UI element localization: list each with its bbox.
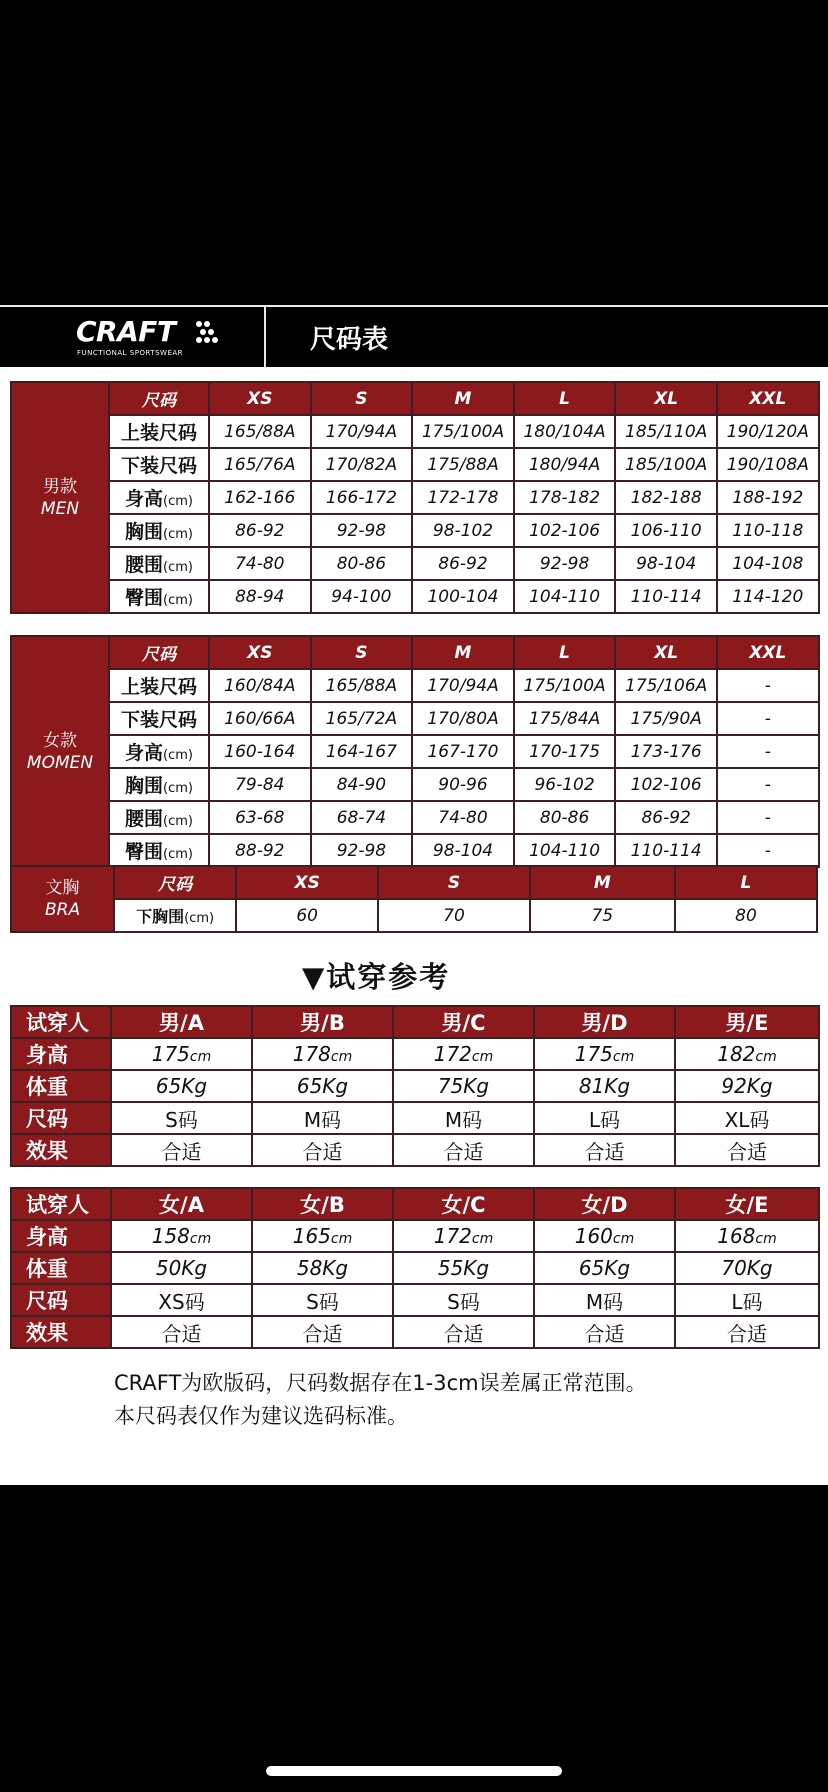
- size-header: M: [412, 382, 514, 415]
- bra-cell: 80: [675, 899, 817, 932]
- table-cell: 63-68: [209, 801, 311, 834]
- table-cell: 170/82A: [311, 448, 413, 481]
- row-label: [109, 415, 209, 448]
- side-label-en: MEN: [40, 498, 80, 519]
- fit-height-unit: cm: [471, 1231, 494, 1247]
- table-cell: 170/80A: [412, 702, 514, 735]
- fit-cell: [393, 1220, 534, 1252]
- fit-cell: 合适: [393, 1316, 534, 1348]
- table-cell: 164-167: [311, 735, 413, 768]
- size-header-label: 尺码: [109, 382, 209, 415]
- table-cell: 92-98: [311, 834, 413, 867]
- row-label-unit: (cm): [163, 560, 193, 575]
- fit-cell: [675, 1038, 819, 1070]
- row-label-unit: (cm): [163, 814, 193, 829]
- size-header: XS: [209, 382, 311, 415]
- fit-height-value: 172: [433, 1224, 472, 1248]
- fit-row-label: 效果: [11, 1316, 111, 1348]
- table-cell: 190/108A: [717, 448, 819, 481]
- bra-row-label: [114, 899, 236, 932]
- fit-height-value: 182: [717, 1042, 756, 1066]
- size-header: S: [311, 636, 413, 669]
- table-cell: -: [717, 702, 819, 735]
- table-cell: 94-100: [311, 580, 413, 613]
- row-label-text: 身高: [125, 488, 164, 510]
- table-cell: 190/120A: [717, 415, 819, 448]
- table-cell: 74-80: [412, 801, 514, 834]
- table-cell: 79-84: [209, 768, 311, 801]
- fit-women-table: [10, 1187, 820, 1349]
- table-cell: 104-110: [514, 580, 616, 613]
- size-header: XS: [209, 636, 311, 669]
- table-cell: 92-98: [311, 514, 413, 547]
- bra-size-header: S: [378, 866, 530, 899]
- row-label-unit: (cm): [163, 593, 193, 608]
- bra-size-header: L: [675, 866, 817, 899]
- row-label: [109, 768, 209, 801]
- fit-cell: 男/E: [675, 1006, 819, 1038]
- bra-size-header-label: 尺码: [114, 866, 236, 899]
- size-header: XL: [615, 382, 717, 415]
- table-cell: 160/66A: [209, 702, 311, 735]
- fit-cell: 男/D: [534, 1006, 675, 1038]
- row-label-text: 臀围: [125, 587, 164, 609]
- fit-height-unit: cm: [612, 1231, 635, 1247]
- fit-cell: 65Kg: [111, 1070, 252, 1102]
- row-label-text: 身高: [125, 742, 164, 764]
- fit-row-label: 体重: [11, 1252, 111, 1284]
- table-cell: 166-172: [311, 481, 413, 514]
- size-header: S: [311, 382, 413, 415]
- fit-cell: L码: [534, 1102, 675, 1134]
- fit-cell: 女/C: [393, 1188, 534, 1220]
- fit-row-label: 身高: [11, 1038, 111, 1070]
- side-label: [11, 382, 109, 613]
- fit-cell: 55Kg: [393, 1252, 534, 1284]
- size-header-label: 尺码: [109, 636, 209, 669]
- craft-logo: CRAFT: [76, 315, 176, 348]
- table-cell: 98-104: [615, 547, 717, 580]
- row-label-text: 胸围: [125, 521, 164, 543]
- fit-cell: [675, 1220, 819, 1252]
- table-cell: 175/106A: [615, 669, 717, 702]
- row-label: [109, 669, 209, 702]
- table-cell: 175/90A: [615, 702, 717, 735]
- fit-cell: S码: [393, 1284, 534, 1316]
- fit-cell: XS码: [111, 1284, 252, 1316]
- table-cell: 80-86: [311, 547, 413, 580]
- fit-cell: M码: [252, 1102, 393, 1134]
- row-label-unit: (cm): [163, 494, 193, 509]
- fit-cell: [534, 1220, 675, 1252]
- fit-cell: M码: [393, 1102, 534, 1134]
- table-cell: 185/110A: [615, 415, 717, 448]
- side-label-cn: 男款: [43, 476, 77, 497]
- fit-height-unit: cm: [755, 1049, 777, 1065]
- table-cell: 173-176: [615, 735, 717, 768]
- bra-side-cn: 文胸: [45, 878, 80, 898]
- row-label-text: 臀围: [125, 841, 164, 863]
- table-cell: 167-170: [412, 735, 514, 768]
- table-cell: -: [717, 735, 819, 768]
- table-cell: 74-80: [209, 547, 311, 580]
- fit-height-unit: cm: [330, 1231, 353, 1247]
- fit-cell: XL码: [675, 1102, 819, 1134]
- table-cell: 92-98: [514, 547, 616, 580]
- bra-side-en: BRA: [45, 900, 81, 920]
- table-cell: 96-102: [514, 768, 616, 801]
- side-label: [11, 636, 109, 867]
- fit-cell: 65Kg: [252, 1070, 393, 1102]
- size-header: M: [412, 636, 514, 669]
- table-cell: 90-96: [412, 768, 514, 801]
- row-label: [109, 834, 209, 867]
- fit-cell: S码: [111, 1102, 252, 1134]
- brand-tagline: FUNCTIONAL SPORTSWEAR: [77, 349, 184, 357]
- row-label: [109, 801, 209, 834]
- row-label: [109, 735, 209, 768]
- row-label-text: 下装尺码: [120, 709, 197, 731]
- table-cell: 172-178: [412, 481, 514, 514]
- fit-cell: 合适: [252, 1134, 393, 1166]
- fit-cell: 70Kg: [675, 1252, 819, 1284]
- bra-size-table: [10, 865, 818, 933]
- table-cell: 110-118: [717, 514, 819, 547]
- table-cell: 102-106: [514, 514, 616, 547]
- fit-cell: 92Kg: [675, 1070, 819, 1102]
- craft-dots-icon: [196, 321, 218, 343]
- row-label-unit: (cm): [163, 781, 193, 796]
- fit-height-value: 178: [292, 1042, 331, 1066]
- fit-height-value: 175: [574, 1042, 613, 1066]
- fit-row-label: 效果: [11, 1134, 111, 1166]
- fit-cell: 合适: [675, 1134, 819, 1166]
- page-title: 尺码表: [310, 325, 389, 355]
- table-cell: 180/94A: [514, 448, 616, 481]
- fit-height-value: 172: [433, 1042, 472, 1066]
- size-chart-sheet: [0, 305, 828, 1485]
- row-label: [109, 580, 209, 613]
- men-size-table: [10, 381, 820, 614]
- fit-cell: [111, 1220, 252, 1252]
- note-line-1: CRAFT为欧版码，尺码数据存在1-3cm误差属正常范围。: [114, 1371, 647, 1395]
- fit-height-value: 168: [717, 1224, 756, 1248]
- table-cell: 88-92: [209, 834, 311, 867]
- table-cell: 86-92: [412, 547, 514, 580]
- table-cell: 170/94A: [412, 669, 514, 702]
- fit-height-unit: cm: [471, 1049, 494, 1065]
- fit-cell: M码: [534, 1284, 675, 1316]
- table-cell: -: [717, 669, 819, 702]
- fit-height-unit: cm: [189, 1231, 212, 1247]
- header-bar: [0, 305, 828, 367]
- fit-cell: [111, 1038, 252, 1070]
- fit-height-unit: cm: [189, 1049, 212, 1065]
- table-cell: 170-175: [514, 735, 616, 768]
- fit-cell: 合适: [111, 1134, 252, 1166]
- fit-cell: 女/E: [675, 1188, 819, 1220]
- size-header: L: [514, 382, 616, 415]
- fit-row-label: 试穿人: [11, 1006, 111, 1038]
- row-label-text: 腰围: [125, 554, 164, 576]
- note-line-2: 本尺码表仅作为建议选码标准。: [114, 1404, 408, 1428]
- table-cell: 165/88A: [311, 669, 413, 702]
- table-cell: 175/100A: [412, 415, 514, 448]
- bra-cell: 70: [378, 899, 530, 932]
- fit-cell: 65Kg: [534, 1252, 675, 1284]
- fit-cell: 女/A: [111, 1188, 252, 1220]
- row-label-unit: (cm): [163, 847, 193, 862]
- table-cell: 185/100A: [615, 448, 717, 481]
- table-cell: 88-94: [209, 580, 311, 613]
- row-label: [109, 448, 209, 481]
- fit-cell: 合适: [393, 1134, 534, 1166]
- bra-cell: 60: [236, 899, 378, 932]
- header-divider: [264, 307, 266, 367]
- table-cell: 98-104: [412, 834, 514, 867]
- fit-cell: L码: [675, 1284, 819, 1316]
- table-cell: 160-164: [209, 735, 311, 768]
- fit-cell: 男/C: [393, 1006, 534, 1038]
- fit-cell: 合适: [534, 1134, 675, 1166]
- row-label-text: 下装尺码: [120, 455, 197, 477]
- fit-cell: 81Kg: [534, 1070, 675, 1102]
- fit-cell: 合适: [111, 1316, 252, 1348]
- table-cell: 100-104: [412, 580, 514, 613]
- fit-row-label: 体重: [11, 1070, 111, 1102]
- fit-cell: 50Kg: [111, 1252, 252, 1284]
- table-cell: 175/88A: [412, 448, 514, 481]
- fit-height-unit: cm: [612, 1049, 635, 1065]
- row-label: [109, 702, 209, 735]
- side-label-en: MOMEN: [26, 752, 94, 773]
- home-indicator[interactable]: [266, 1766, 562, 1776]
- fit-cell: [534, 1038, 675, 1070]
- table-cell: 175/100A: [514, 669, 616, 702]
- fit-cell: [252, 1220, 393, 1252]
- table-cell: 104-110: [514, 834, 616, 867]
- table-cell: 110-114: [615, 580, 717, 613]
- row-label: [109, 481, 209, 514]
- table-cell: 86-92: [615, 801, 717, 834]
- fit-cell: [252, 1038, 393, 1070]
- table-cell: 102-106: [615, 768, 717, 801]
- row-label: [109, 514, 209, 547]
- table-cell: -: [717, 801, 819, 834]
- size-header: XL: [615, 636, 717, 669]
- side-label-cn: 女款: [43, 730, 77, 751]
- table-cell: 160/84A: [209, 669, 311, 702]
- row-label-unit: (cm): [163, 527, 193, 542]
- bra-row-label-unit: (cm): [184, 911, 215, 926]
- table-cell: -: [717, 768, 819, 801]
- fit-cell: 女/B: [252, 1188, 393, 1220]
- table-cell: 68-74: [311, 801, 413, 834]
- fit-row-label: 尺码: [11, 1102, 111, 1134]
- fit-cell: 男/B: [252, 1006, 393, 1038]
- row-label-text: 腰围: [125, 808, 164, 830]
- bra-size-header: XS: [236, 866, 378, 899]
- fit-cell: 合适: [252, 1316, 393, 1348]
- table-cell: 86-92: [209, 514, 311, 547]
- fit-men-table: [10, 1005, 820, 1167]
- row-label-text: 上装尺码: [120, 422, 197, 444]
- fit-cell: S码: [252, 1284, 393, 1316]
- table-cell: 180/104A: [514, 415, 616, 448]
- fit-row-label: 试穿人: [11, 1188, 111, 1220]
- fit-row-label: 尺码: [11, 1284, 111, 1316]
- fit-height-value: 160: [574, 1224, 613, 1248]
- fit-cell: 75Kg: [393, 1070, 534, 1102]
- table-cell: 165/88A: [209, 415, 311, 448]
- table-cell: 80-86: [514, 801, 616, 834]
- fit-reference-title: ▼试穿参考: [302, 960, 451, 994]
- size-header: XXL: [717, 382, 819, 415]
- fit-height-value: 175: [151, 1042, 190, 1066]
- table-cell: 84-90: [311, 768, 413, 801]
- fit-cell: 合适: [534, 1316, 675, 1348]
- table-cell: 182-188: [615, 481, 717, 514]
- fit-cell: 58Kg: [252, 1252, 393, 1284]
- bra-side-label: [11, 866, 114, 932]
- table-cell: 165/72A: [311, 702, 413, 735]
- table-cell: 188-192: [717, 481, 819, 514]
- bra-size-header: M: [530, 866, 675, 899]
- bra-row-label-text: 下胸围: [136, 907, 185, 926]
- table-cell: 170/94A: [311, 415, 413, 448]
- fit-cell: 女/D: [534, 1188, 675, 1220]
- bra-cell: 75: [530, 899, 675, 932]
- row-label-unit: (cm): [163, 748, 193, 763]
- table-cell: 178-182: [514, 481, 616, 514]
- fit-height-unit: cm: [330, 1049, 353, 1065]
- row-label: [109, 547, 209, 580]
- row-label-text: 上装尺码: [120, 676, 197, 698]
- table-cell: 106-110: [615, 514, 717, 547]
- row-label-text: 胸围: [125, 775, 164, 797]
- fit-cell: 男/A: [111, 1006, 252, 1038]
- fit-height-unit: cm: [755, 1231, 777, 1247]
- table-cell: 162-166: [209, 481, 311, 514]
- table-cell: 98-102: [412, 514, 514, 547]
- size-header: L: [514, 636, 616, 669]
- fit-height-value: 165: [292, 1224, 331, 1248]
- fit-row-label: 身高: [11, 1220, 111, 1252]
- fit-height-value: 158: [151, 1224, 190, 1248]
- fit-cell: [393, 1038, 534, 1070]
- table-cell: 114-120: [717, 580, 819, 613]
- women-size-table: [10, 635, 820, 868]
- table-cell: 110-114: [615, 834, 717, 867]
- fit-cell: 合适: [675, 1316, 819, 1348]
- table-cell: 104-108: [717, 547, 819, 580]
- table-cell: -: [717, 834, 819, 867]
- table-cell: 175/84A: [514, 702, 616, 735]
- size-header: XXL: [717, 636, 819, 669]
- table-cell: 165/76A: [209, 448, 311, 481]
